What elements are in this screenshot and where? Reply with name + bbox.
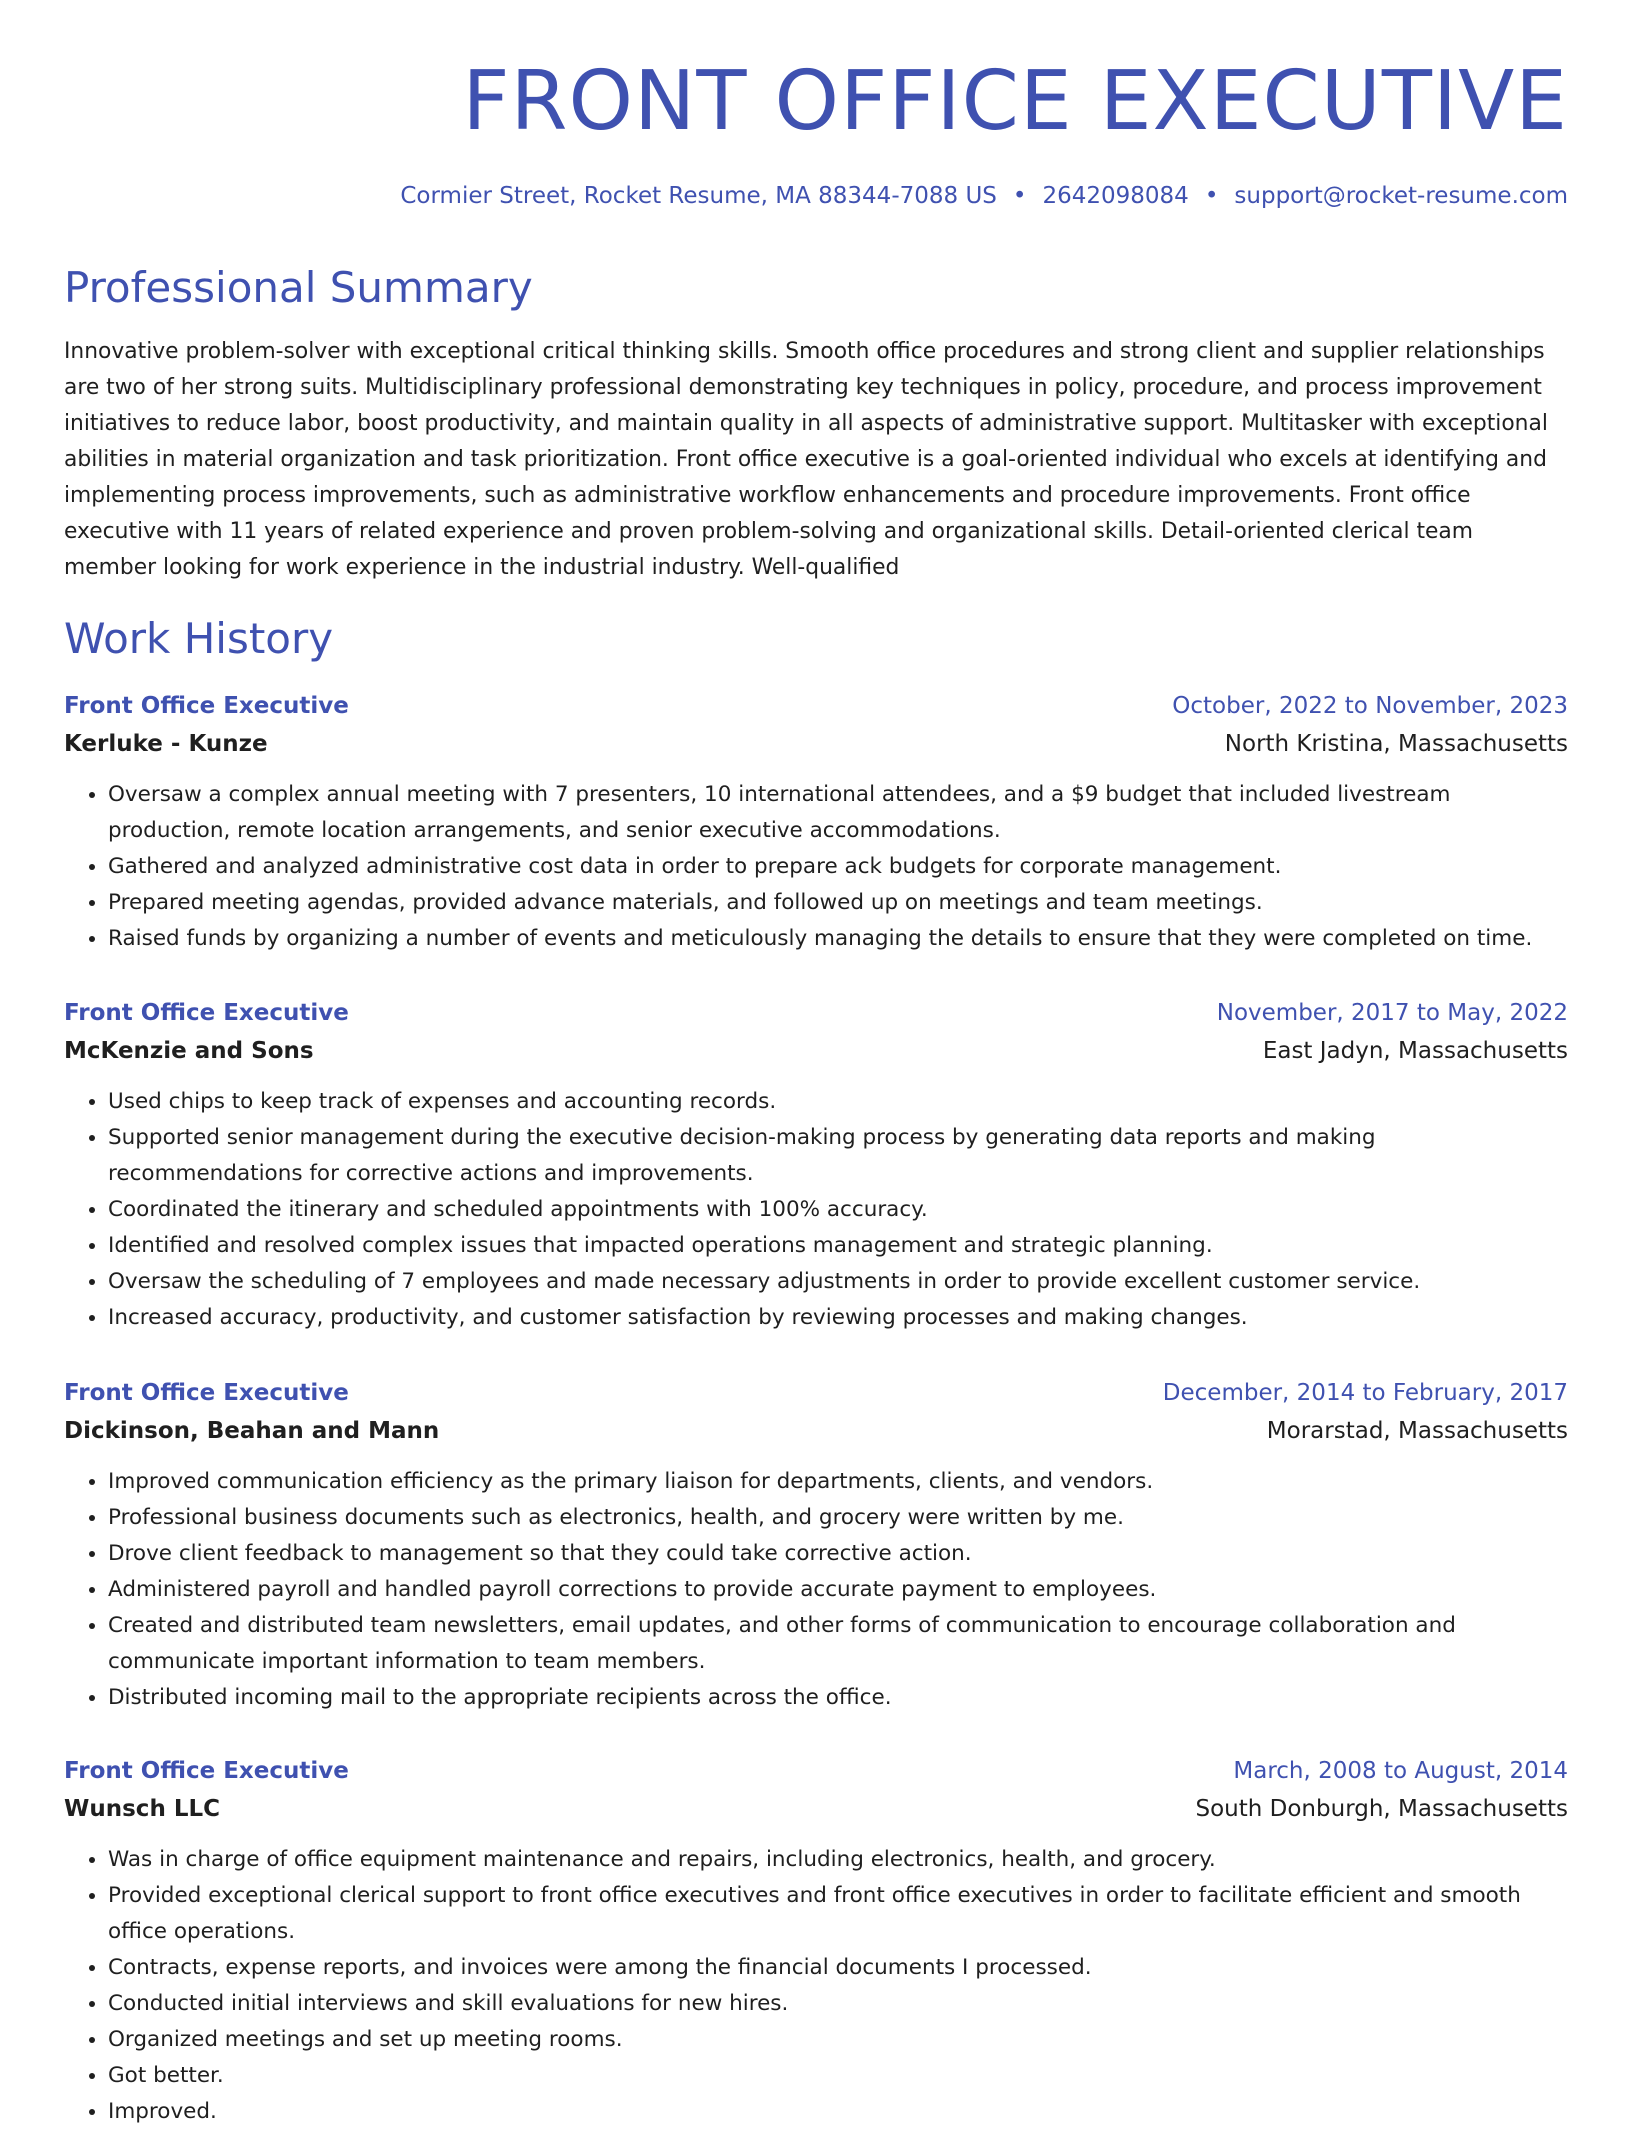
- job-entry: [64, 1752, 1568, 2130]
- job-dates: October, 2022 to November, 2023: [1172, 693, 1568, 719]
- job-bullets: [64, 1842, 1568, 2130]
- contact-phone: 2642098084: [1042, 183, 1189, 209]
- job-header-row: [64, 994, 1568, 1032]
- job-bullets: [64, 1084, 1568, 1336]
- job-bullet: • Was in charge of office equipment maintenance and repairs, including electronics, health, and grocery.: [108, 1842, 1568, 1878]
- job-title: Front Office Executive: [64, 1380, 349, 1406]
- job-bullet: • Drove client feedback to management so that they could take corrective action.: [108, 1536, 1568, 1572]
- contact-line: [400, 180, 1568, 212]
- job-bullets: [64, 1464, 1568, 1716]
- job-bullet: • Got better.: [108, 2058, 1568, 2094]
- work-history-heading: Work History: [64, 614, 334, 663]
- job-location: North Kristina, Massachusetts: [1224, 731, 1568, 757]
- contact-separator: •: [1204, 183, 1219, 209]
- job-company: McKenzie and Sons: [64, 1038, 314, 1064]
- job-title: Front Office Executive: [64, 693, 349, 719]
- resume-title: FRONT OFFICE EXECUTIVE: [462, 54, 1568, 149]
- job-bullet: • Coordinated the itinerary and scheduled appointments with 100% accuracy.: [108, 1192, 1568, 1228]
- job-bullet: • Identified and resolved complex issues that impacted operations management and strategic planning.: [108, 1228, 1568, 1264]
- job-dates: November, 2017 to May, 2022: [1216, 1000, 1568, 1026]
- job-company-row: [64, 725, 1568, 763]
- summary-text: Innovative problem-solver with exceptional critical thinking skills. Smooth office procedures and strong client and supplier relationships are two of her strong suits. Multidisciplinary professional demonstrating key techniques in policy, procedure, and process improvement initiatives to reduce labor, boost productivity, and maintain quality in all aspects of administrative support. Multitasker with exceptional abilities in material organization and task prioritization. Front office executive is a goal-oriented individual who excels at identifying and implementing process improvements, such as administrative workflow enhancements and procedure improvements. Front office executive with 11 years of related experience and proven problem-solving and organizational skills. Detail-oriented clerical team member looking for work experience in the industrial industry. Well-qualified: [64, 339, 1548, 580]
- summary-heading: Professional Summary: [64, 263, 533, 312]
- job-location: East Jadyn, Massachusetts: [1262, 1038, 1568, 1064]
- job-entry: [64, 687, 1568, 957]
- contact-email: support@rocket-resume.com: [1234, 183, 1568, 209]
- job-entry: [64, 1374, 1568, 1716]
- job-bullet: • Improved.: [108, 2094, 1568, 2130]
- job-company: Wunsch LLC: [64, 1796, 221, 1822]
- contact-separator: •: [1012, 183, 1027, 209]
- job-bullets: [64, 777, 1568, 957]
- job-bullet: • Administered payroll and handled payroll corrections to provide accurate payment to employees.: [108, 1572, 1568, 1608]
- job-dates: March, 2008 to August, 2014: [1233, 1758, 1568, 1784]
- job-title: Front Office Executive: [64, 1000, 349, 1026]
- job-bullet: • Raised funds by organizing a number of events and meticulously managing the details to ensure that they were completed on time.: [108, 921, 1568, 957]
- job-bullet: • Prepared meeting agendas, provided advance materials, and followed up on meetings and team meetings.: [108, 885, 1568, 921]
- contact-address: Cormier Street, Rocket Resume, MA 88344-7088 US: [400, 183, 997, 209]
- job-bullet: • Used chips to keep track of expenses and accounting records.: [108, 1084, 1568, 1120]
- job-bullet: • Gathered and analyzed administrative cost data in order to prepare ack budgets for corporate management.: [108, 849, 1568, 885]
- job-company: Kerluke - Kunze: [64, 731, 268, 757]
- job-header-row: [64, 687, 1568, 725]
- job-bullet: • Distributed incoming mail to the appropriate recipients across the office.: [108, 1680, 1568, 1716]
- job-bullet: • Oversaw the scheduling of 7 employees and made necessary adjustments in order to provide excellent customer service.: [108, 1264, 1568, 1300]
- job-company-row: [64, 1790, 1568, 1828]
- job-header-row: [64, 1374, 1568, 1412]
- job-bullet: • Conducted initial interviews and skill evaluations for new hires.: [108, 1986, 1568, 2022]
- job-bullet: • Improved communication efficiency as the primary liaison for departments, clients, and vendors.: [108, 1464, 1568, 1500]
- job-bullet: • Contracts, expense reports, and invoices were among the financial documents I processed.: [108, 1950, 1568, 1986]
- job-bullet: • Created and distributed team newsletters, email updates, and other forms of communication to encourage collaboration and communicate important information to team members.: [108, 1608, 1568, 1680]
- job-bullet: • Professional business documents such as electronics, health, and grocery were written by me.: [108, 1500, 1568, 1536]
- job-bullet: • Organized meetings and set up meeting rooms.: [108, 2022, 1568, 2058]
- job-location: Morarstad, Massachusetts: [1266, 1418, 1568, 1444]
- job-bullet: • Supported senior management during the executive decision-making process by generating data reports and making recommendations for corrective actions and improvements.: [108, 1120, 1568, 1192]
- job-company-row: [64, 1032, 1568, 1070]
- job-bullet: • Provided exceptional clerical support to front office executives and front office executives in order to facilitate efficient and smooth office operations.: [108, 1878, 1568, 1950]
- job-location: South Donburgh, Massachusetts: [1195, 1796, 1568, 1822]
- job-entry: [64, 994, 1568, 1336]
- job-bullet: • Oversaw a complex annual meeting with 7 presenters, 10 international attendees, and a $9 budget that included livestream production, remote location arrangements, and senior executive accommodations.: [108, 777, 1568, 849]
- job-company-row: [64, 1412, 1568, 1450]
- job-header-row: [64, 1752, 1568, 1790]
- job-bullet: • Increased accuracy, productivity, and customer satisfaction by reviewing processes and making changes.: [108, 1300, 1568, 1336]
- job-title: Front Office Executive: [64, 1758, 349, 1784]
- job-dates: December, 2014 to February, 2017: [1162, 1380, 1568, 1406]
- job-company: Dickinson, Beahan and Mann: [64, 1418, 440, 1444]
